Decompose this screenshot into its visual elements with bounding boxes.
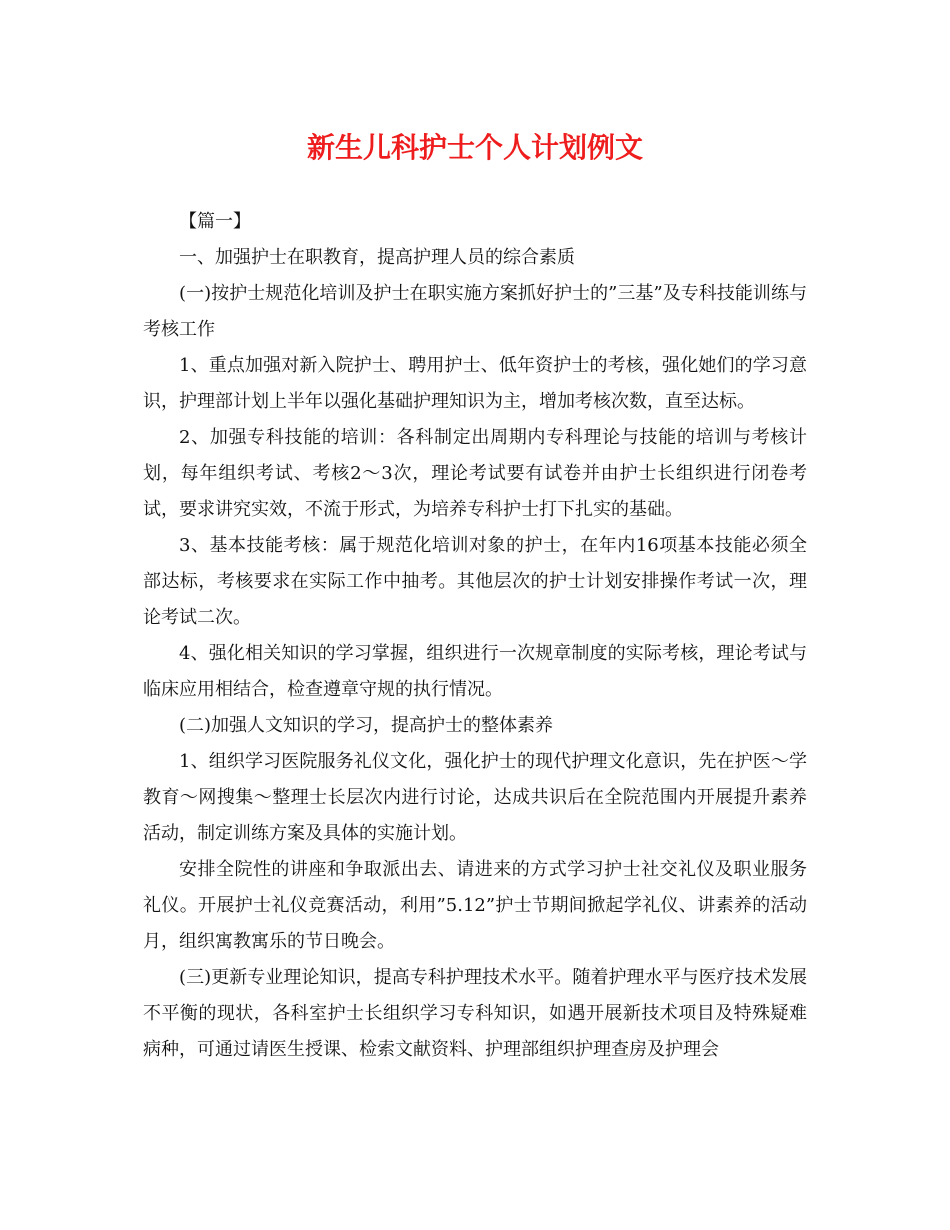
paragraph-item-5: 1、组织学习医院服务礼仪文化，强化护士的现代护理文化意识，先在护医～学教育～网搜集～整理士长层次内进行讨论，达成共识后在全院范围内开展提升素养活动，制定训练方案及具体的实施计划。 bbox=[143, 751, 807, 844]
paragraph-item-1: 1、重点加强对新入院护士、聘用护士、低年资护士的考核，强化她们的学习意识，护理部计划上半年以强化基础护理知识为主，增加考核次数，直至达标。 bbox=[143, 355, 807, 412]
paragraph-section-label: 【篇一】 bbox=[179, 211, 251, 232]
paragraph-subheading-2: (二)加强人文知识的学习，提高护士的整体素养 bbox=[179, 715, 554, 736]
paragraph-item-2: 2、加强专科技能的培训：各科制定出周期内专科理论与技能的培训与考核计划，每年组织考试、考核2～3次，理论考试要有试卷并由护士长组织进行闭卷考试，要求讲究实效，不流于形式，为培养专科护士打下扎实的基础。 bbox=[143, 427, 807, 520]
paragraph-item-6: 安排全院性的讲座和争取派出去、请进来的方式学习护士社交礼仪及职业服务礼仪。开展护士礼仪竞赛活动，利用”5.12”护士节期间掀起学礼仪、讲素养的活动月，组织寓教寓乐的节日晚会。 bbox=[143, 859, 807, 952]
document-body bbox=[143, 204, 807, 1068]
paragraph-item-3: 3、基本技能考核：属于规范化培训对象的护士，在年内16项基本技能必须全部达标，考核要求在实际工作中抽考。其他层次的护士计划安排操作考试一次，理论考试二次。 bbox=[143, 535, 807, 628]
paragraph-subheading-3: (三)更新专业理论知识，提高专科护理技术水平。随着护理水平与医疗技术发展不平衡的现状，各科室护士长组织学习专科知识，如遇开展新技术项目及特殊疑难病种，可通过请医生授课、检索文献资料、护理部组织护理查房及护理会 bbox=[143, 967, 807, 1060]
paragraph-subheading-1: (一)按护士规范化培训及护士在职实施方案抓好护士的”三基”及专科技能训练与考核工作 bbox=[143, 283, 807, 340]
paragraph-heading-1: 一、加强护士在职教育，提高护理人员的综合素质 bbox=[179, 247, 575, 268]
document-title: 新生儿科护士个人计划例文 bbox=[306, 131, 643, 164]
paragraph-item-4: 4、强化相关知识的学习掌握，组织进行一次规章制度的实际考核，理论考试与临床应用相结合，检查遵章守规的执行情况。 bbox=[143, 643, 807, 700]
